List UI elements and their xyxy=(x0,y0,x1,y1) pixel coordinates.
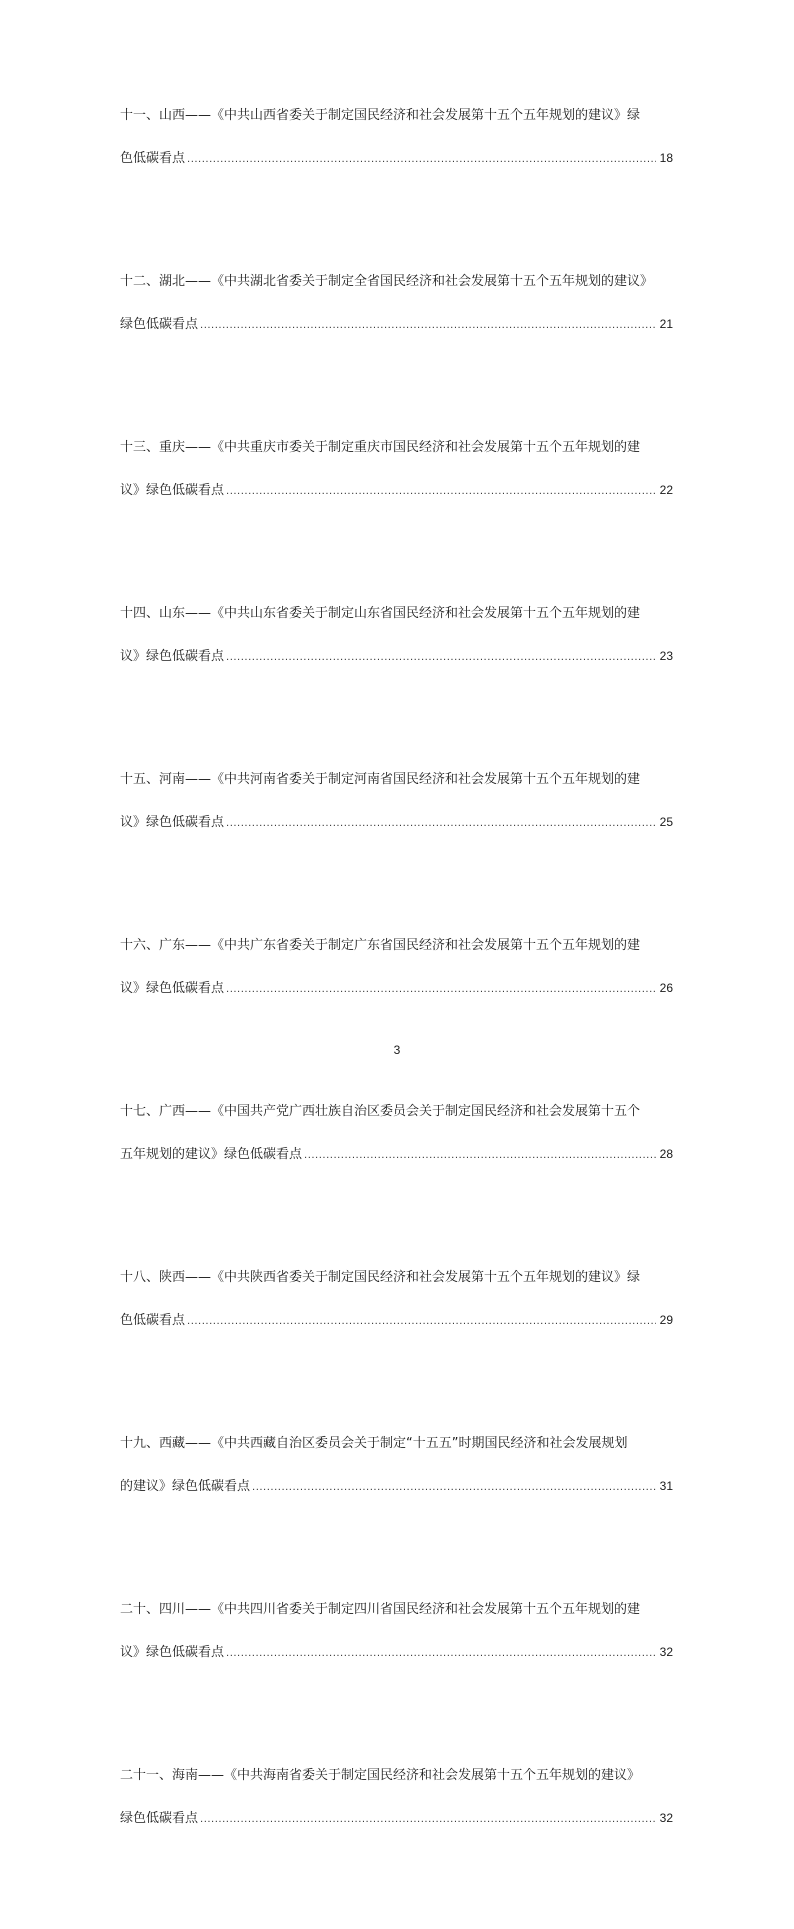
toc-entry-title: 十一、山西——《中共山西省委关于制定国民经济和社会发展第十五个五年规划的建议》绿 xyxy=(120,108,641,123)
toc-entry-continuation xyxy=(120,1805,673,1831)
toc-entry-continuation xyxy=(120,1473,673,1499)
toc-entry[interactable] xyxy=(120,435,673,601)
toc-entry[interactable] xyxy=(120,1099,673,1265)
toc-entry-continuation xyxy=(120,145,673,171)
dot-leader xyxy=(226,811,656,837)
toc-entry-title-end: 议》绿色低碳看点 xyxy=(120,1645,225,1660)
toc-entry-title: 十四、山东——《中共山东省委关于制定山东省国民经济和社会发展第十五个五年规划的建 xyxy=(120,606,641,621)
dot-leader xyxy=(226,977,656,1003)
dot-leader xyxy=(226,645,656,671)
toc-page-number: 31 xyxy=(659,1479,673,1493)
page-footer-number: 3 xyxy=(393,1043,401,1057)
toc-entry-continuation xyxy=(120,1141,673,1167)
toc-entry-title-end: 的建议》绿色低碳看点 xyxy=(120,1479,251,1494)
toc-entry-title-end: 议》绿色低碳看点 xyxy=(120,483,225,498)
toc-page-number: 29 xyxy=(659,1313,673,1327)
dot-leader xyxy=(304,1143,656,1169)
toc-page-number: 23 xyxy=(659,649,673,663)
toc-entry[interactable] xyxy=(120,601,673,767)
toc-page-number: 25 xyxy=(659,815,673,829)
toc-entry-title-end: 五年规划的建议》绿色低碳看点 xyxy=(120,1147,303,1162)
toc-entry[interactable] xyxy=(120,1763,673,1929)
toc-page-number: 21 xyxy=(659,317,673,331)
dot-leader xyxy=(226,479,656,505)
dot-leader xyxy=(187,147,656,173)
toc-entry-title-end: 议》绿色低碳看点 xyxy=(120,981,225,996)
toc-page-number: 28 xyxy=(659,1147,673,1161)
toc-page-number: 22 xyxy=(659,483,673,497)
toc-entry-title: 十五、河南——《中共河南省委关于制定河南省国民经济和社会发展第十五个五年规划的建 xyxy=(120,772,641,787)
toc-page-number: 32 xyxy=(659,1811,673,1825)
toc-entry-continuation xyxy=(120,975,673,1001)
toc-entry-continuation xyxy=(120,809,673,835)
toc-entry[interactable] xyxy=(120,1431,673,1597)
toc-entry[interactable] xyxy=(120,269,673,435)
toc-page-number: 18 xyxy=(659,151,673,165)
toc-page-number: 26 xyxy=(659,981,673,995)
toc-entry-continuation xyxy=(120,477,673,503)
toc-entry-title: 十六、广东——《中共广东省委关于制定广东省国民经济和社会发展第十五个五年规划的建 xyxy=(120,938,641,953)
toc-entry-title: 十九、西藏——《中共西藏自治区委员会关于制定“十五五”时期国民经济和社会发展规划 xyxy=(120,1436,628,1451)
toc-entry-title: 二十、四川——《中共四川省委关于制定四川省国民经济和社会发展第十五个五年规划的建 xyxy=(120,1602,641,1617)
table-of-contents xyxy=(120,103,673,1929)
dot-leader xyxy=(187,1309,656,1335)
toc-entry-title-end: 色低碳看点 xyxy=(120,151,186,166)
toc-page-number: 32 xyxy=(659,1645,673,1659)
dot-leader xyxy=(200,313,656,339)
toc-entry-continuation xyxy=(120,1639,673,1665)
toc-entry-title: 十二、湖北——《中共湖北省委关于制定全省国民经济和社会发展第十五个五年规划的建议》 xyxy=(120,274,654,289)
dot-leader xyxy=(252,1475,656,1501)
dot-leader xyxy=(226,1641,656,1667)
toc-entry-title: 十三、重庆——《中共重庆市委关于制定重庆市国民经济和社会发展第十五个五年规划的建 xyxy=(120,440,641,455)
toc-entry-continuation xyxy=(120,643,673,669)
toc-entry[interactable] xyxy=(120,933,673,1099)
toc-entry-continuation xyxy=(120,1307,673,1333)
toc-entry-title: 十七、广西——《中国共产党广西壮族自治区委员会关于制定国民经济和社会发展第十五个 xyxy=(120,1104,641,1119)
toc-entry-continuation xyxy=(120,311,673,337)
toc-entry-title: 二十一、海南——《中共海南省委关于制定国民经济和社会发展第十五个五年规划的建议》 xyxy=(120,1768,641,1783)
toc-entry[interactable] xyxy=(120,1597,673,1763)
toc-entry-title: 十八、陕西——《中共陕西省委关于制定国民经济和社会发展第十五个五年规划的建议》绿 xyxy=(120,1270,641,1285)
toc-entry-title-end: 议》绿色低碳看点 xyxy=(120,649,225,664)
dot-leader xyxy=(200,1807,656,1833)
toc-entry-title-end: 绿色低碳看点 xyxy=(120,1811,199,1826)
toc-entry-title-end: 议》绿色低碳看点 xyxy=(120,815,225,830)
toc-entry-title-end: 色低碳看点 xyxy=(120,1313,186,1328)
toc-entry-title-end: 绿色低碳看点 xyxy=(120,317,199,332)
toc-entry[interactable] xyxy=(120,103,673,269)
toc-entry[interactable] xyxy=(120,767,673,933)
toc-entry[interactable] xyxy=(120,1265,673,1431)
